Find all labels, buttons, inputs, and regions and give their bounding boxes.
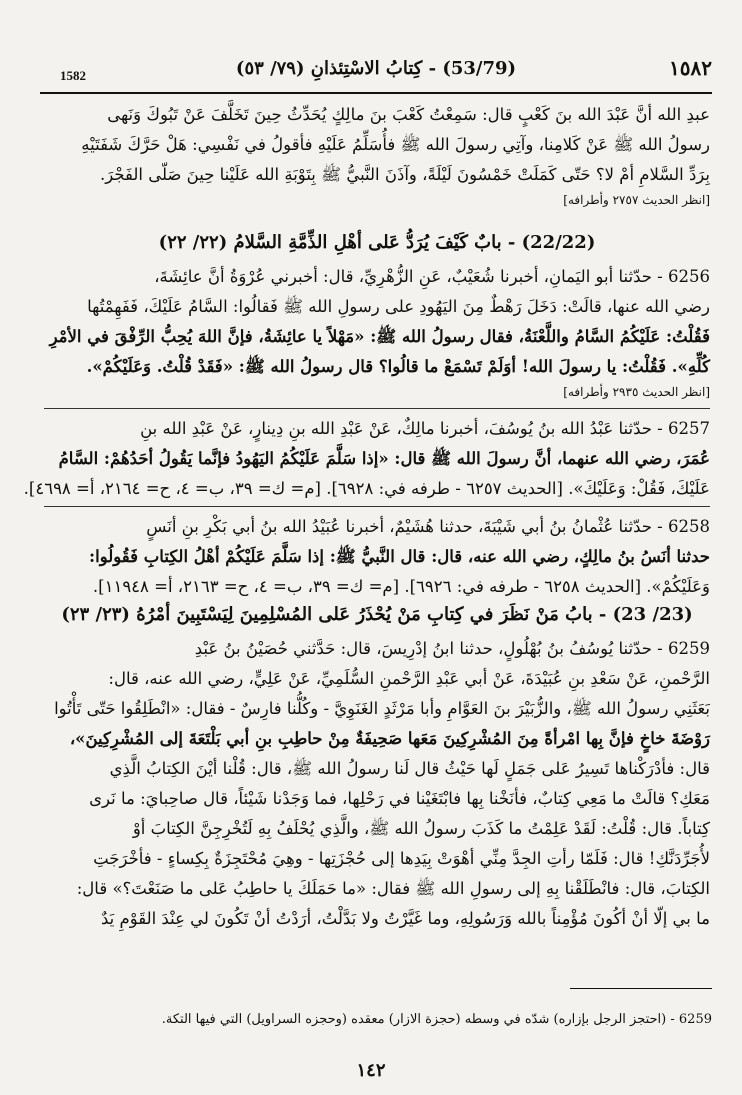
hadith-6258 (44, 512, 710, 602)
text-line: عَلَيْكَ، فَقُلْ: وَعَلَيْكَ». [الحديث ٦٢٥٧ - طرفه في: ٦٩٢٨]. [م= ك= ٣٩، ب= ٤، ح= ٢١٦٤، أ= ٤٦٩٨]. (23, 479, 710, 498)
hadith-6256 (44, 262, 710, 402)
footer-page-number: ١٤٢ (356, 1060, 386, 1081)
text-line: عبدِ الله أنَّ عَبْدَ الله بنَ كَعْبٍ قال: سَمِعْتُ كَعْبَ بنَ مالِكٍ يُحَدِّثُ حِينَ تَخَلَّفَ عَنْ تَبُوكَ وَنَهى (107, 105, 710, 124)
hadith-separator (44, 408, 710, 409)
page-header (40, 54, 712, 92)
cross-reference: [انظر الحديث ٢٩٣٥ وأطرافه] (563, 385, 710, 399)
text-line: فَقُلْتُ: عَلَيْكُمُ السَّامُ واللَّعْنَةُ، فقال رسولُ الله ﷺ: «مَهْلاً يا عائِشَةُ، فإنَّ اللهَ يُحِبُّ الرِّفْقَ في الأمْرِ (49, 327, 710, 346)
running-title: (53/79) - كِتابُ الاسْتِئذانِ (٧٩/ ٥٣) (235, 58, 517, 79)
text-line: رضي الله عنها، قالَتْ: دَخَلَ رَهْطٌ مِنَ اليَهُودِ على رسولِ الله ﷺ فَقالُوا: السَّامُ عَلَيْكَ، فَفَهِمْتُها (87, 297, 710, 316)
text-line: رَوْضَةَ خاخٍ فإنَّ بِها امْرأةً مِنَ المُشْرِكِينَ مَعَها صَحِيفَةٌ مِنْ حاطِبِ بنِ أبي بَلْتَعَةَ إلى المُشْرِكِينَ»، (69, 729, 710, 748)
chapter-heading-23: (23/ 23) - بابُ مَنْ نَظَرَ في كِتابِ مَنْ يُحْذَرُ عَلى المُسْلِمِينَ لِيَسْتَبِينَ أمْرُهُ (٢٣/ ٢٣) (61, 604, 693, 625)
text-line: كِتاباً. قال: قُلْتُ: لَقَدْ عَلِمْتُ ما كَذَبَ رسولُ الله ﷺ، والَّذِي يُحْلَفُ بِهِ لَتُخْرِجِنَّ الكِتابَ أوْ (132, 819, 710, 838)
text-line: رسولُ الله ﷺ عَنْ كَلامِنا، وآتِي رسولَ الله ﷺ فأُسَلِّمُ عَلَيْهِ فأقولُ في نَفْسِي: هَلْ حَرَّكَ شَفَتَيْهِ (81, 135, 710, 154)
text-line: 6258 - حدّثنا عُثْمانُ بنُ أبي شَيْبَةَ، حدثنا هُشَيْمٌ، أخبرنا عُبَيْدُ الله بنُ أبي بَكْرِ بنِ أنَسٍ (146, 517, 710, 536)
text-line: كُلِّهِ». فَقُلْتُ: يا رسولَ الله! أوَلَمْ تَسْمَعْ ما قالُوا؟ قال رسولُ الله ﷺ: «فَقَدْ قُلْتُ. وَعَلَيْكُمْ». (86, 357, 710, 376)
text-line: لأُجَرِّدَنَّكِ! قال: فَلَمّا رأتِ الجِدَّ مِنِّي أهْوَتْ بِيَدِها إلى حُجْزَتِها - وهِيَ مُحْتَجِزَةٌ بِكِساءٍ - فأخْرَجَتِ (93, 849, 710, 868)
text-line: عُمَرَ، رضي الله عنهما، أنَّ رسولَ الله ﷺ قال: «إذا سَلَّمَ عَلَيْكُمُ اليَهُودُ فإنَّما يَقُولُ أحَدُهُمْ: السَّامُ (58, 449, 710, 468)
page-number-latin: 1582 (60, 68, 86, 83)
header-rule (40, 92, 712, 94)
text-line: حدثنا أنَسُ بنُ مالِكٍ، رضي الله عنه، قال: قال النَّبيُّ ﷺ: إذا سَلَّمَ عَلَيْكُمْ أهْلُ الكِتابِ فَقُولُوا: (89, 547, 710, 566)
text-line: 6256 - حدّثنا أبو اليَمانِ، أخبرنا شُعَيْبٌ، عَنِ الزُّهْرِيِّ، قال: أخبرني عُرْوَةُ أنَّ عائِشَةَ، (154, 267, 710, 286)
footnote: 6259 - (احتجز الرجل بإزاره) شدّه في وسطه (حجزة الازار) معقده (وحجزه السراويل) التي فيها التكة. (161, 1012, 712, 1027)
chapter-heading-22: (22/22) - بابٌ كَيْفَ يُرَدُّ عَلى أهْلِ الذِّمَّةِ السَّلامُ (٢٢/ ٢٢) (158, 232, 596, 253)
text-line: بَعَثَنِي رسولُ الله ﷺ، والزُّبَيْرَ بنَ العَوَّامِ وأبا مَرْثَدٍ الغَنَوِيَّ - وكُلُّنا فارِسٌ - فقال: «انْطَلِقُوا حَتّى تَأْتُوا (54, 699, 710, 718)
text-line: الكِتابَ، قال: فانْطَلَقْنا بِهِ إلى رسولِ الله ﷺ فقال: «ما حَمَلَكَ يا حاطِبُ عَلى ما صَنَعْتَ؟» قال: (76, 879, 710, 898)
footnote-rule (570, 988, 712, 989)
hadith-6257 (23, 414, 710, 504)
text-line: 6259 - حدّثنا يُوسُفُ بنُ بُهْلُولٍ، حدثنا ابنُ إدْرِيسَ، قال: حَدَّثني حُصَيْنُ بنُ عَبْدِ (194, 639, 710, 658)
text-line: ما بي إلّا أنْ أكُونَ مُؤْمِناً بالله وَرَسُولِهِ، وما غَيَّرْتُ ولا بَدَّلْتُ، أرَدْتُ أنْ تَكُونَ لي عِنْدَ القَوْمِ يَدٌ (100, 909, 710, 928)
text-line: بِرَدِّ السَّلامِ أمْ لا؟ حَتّى كَمَلَتْ خَمْسُونَ لَيْلَةً، وآذَنَ النَّبيُّ ﷺ بِتَوْبَةِ الله عَلَيْنا حِينَ صَلّى الفَجْرَ. (100, 165, 710, 184)
text-line: قال: فأدْرَكْناها تَسِيرُ عَلى جَمَلٍ لَها حَيْثُ قال لَنا رسولُ الله ﷺ، قال: قُلْنا أيْنَ الكِتابُ الَّذِي (109, 759, 710, 778)
text-line: الرَّحْمنِ، عَنْ سَعْدِ بنِ عُبَيْدَةَ، عَنْ أبي عَبْدِ الرَّحْمنِ السُّلَمِيِّ، عَنْ عَلِيٍّ، رضي الله عنه، قال: (108, 669, 710, 688)
text-line: وَعَلَيْكُمْ». [الحديث ٦٢٥٨ - طرفه في: ٦٩٢٦]. [م= ك= ٣٩، ب= ٤، ح= ٢١٦٣، أ= ١١٩٤٨]. (92, 577, 710, 596)
text-line: مَعَكِ؟ قالَتْ ما مَعِي كِتابٌ، فأنَخْنا بِها فابْتَغَيْنا في رَحْلِها، فما وَجَدْنا شَيْئاً، قال صاحِبايَ: ما نَرى (89, 789, 710, 808)
page-number-arabic: ١٥٨٢ (669, 56, 712, 80)
hadith-6259 (44, 634, 710, 934)
cross-reference: [انظر الحديث ٢٧٥٧ وأطرافه] (563, 193, 710, 207)
text-line: 6257 - حدّثنا عَبْدُ الله بنُ يُوسُفَ، أخبرنا مالِكٌ، عَنْ عَبْدِ الله بنِ دِينارٍ، عَنْ عَبْدِ الله بنِ (140, 419, 710, 438)
hadith-separator (44, 506, 710, 507)
intro-paragraph (44, 100, 710, 210)
